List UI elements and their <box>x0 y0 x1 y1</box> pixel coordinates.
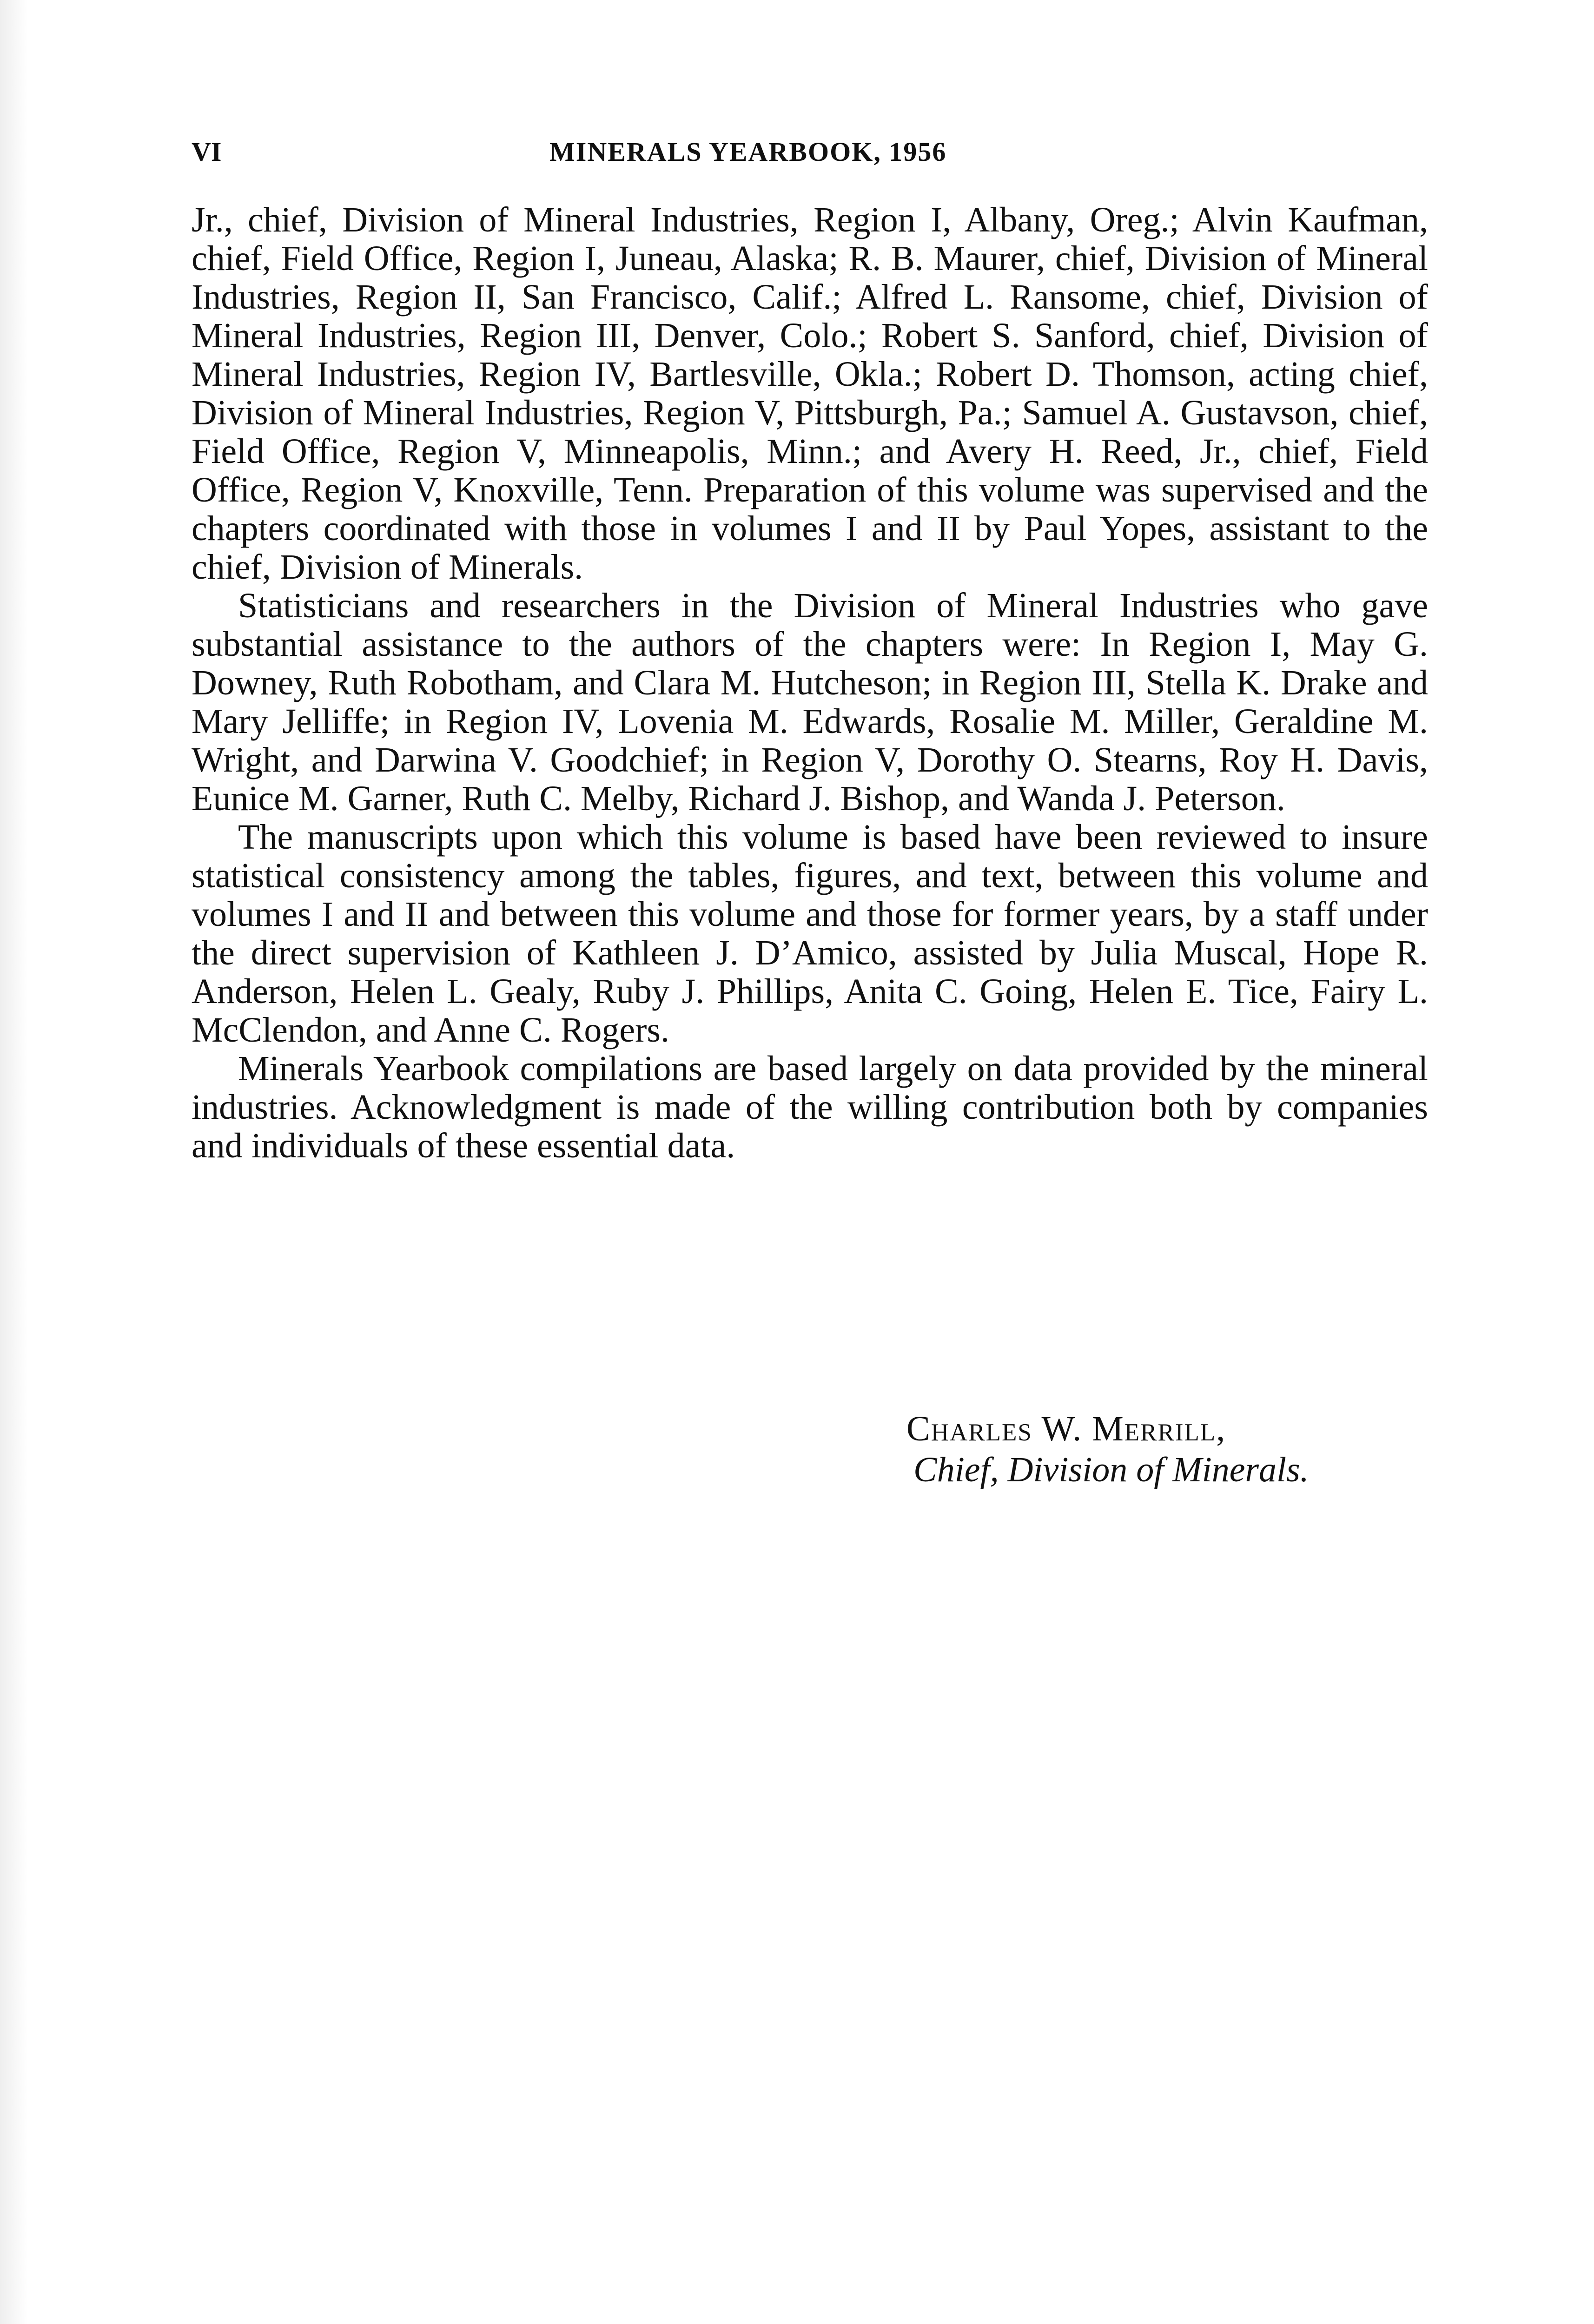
paragraph-continued-staff-list: Jr., chief, Division of Mineral Industries, Region I, Albany, Oreg.; Alvin Kaufman, chief, Field Office, Region I, Juneau, Alaska; R. B. Maurer, chief, Division of Mineral Industries, Region II, San Francisco, Calif.; Alfred L. Ransome, chief, Division of Mineral Industries, Region III, Denver, Colo.; Robert S. Sanford, chief, Division of Mineral Industries, Region IV, Bartlesville, Okla.; Robert D. Thomson, acting chief, Division of Mineral Industries, Region V, Pittsburgh, Pa.; Samuel A. Gustavson, chief, Field Office, Region V, Minneapolis, Minn.; and Avery H. Reed, Jr., chief, Field Office, Region V, Knoxville, Tenn. Preparation of this volume was supervised and the chapters coordinated with those in volumes I and II by Paul Yopes, assistant to the chief, Division of Minerals. <box>192 200 1428 587</box>
body-text <box>192 201 1428 1165</box>
signatory-name: Charles W. Merrill, <box>906 1409 1226 1448</box>
page-number: VI <box>192 137 222 167</box>
paragraph-acknowledgment: Minerals Yearbook compilations are based largely on data provided by the mineral industries. Acknowledgment is made of the willing contribution both by companies and individuals of these essential data. <box>192 1049 1428 1165</box>
running-head-title: MINERALS YEARBOOK, 1956 <box>549 137 947 167</box>
signatory-title: Chief, Division of Minerals. <box>913 1450 1309 1489</box>
scan-edge-shadow <box>0 0 28 2324</box>
paragraph-statisticians: Statisticians and researchers in the Division of Mineral Industries who gave substantial assistance to the authors of the chapters were: In Region I, May G. Downey, Ruth Robotham, and Clara M. Hutcheson; in Region III, Stella K. Drake and Mary Jelliffe; in Region IV, Lovenia M. Edwards, Rosalie M. Miller, Geraldine M. Wright, and Darwina V. Goodchief; in Region V, Dorothy O. Stearns, Roy H. Davis, Eunice M. Garner, Ruth C. Melby, Richard J. Bishop, and Wanda J. Peterson. <box>192 586 1428 818</box>
signature-block <box>906 1408 1418 1490</box>
paragraph-manuscript-review: The manuscripts upon which this volume is based have been reviewed to insure statistical consistency among the tables, figures, and text, between this volume and volumes I and II and between this volume and those for former years, by a staff under the direct supervision of Kathleen J. D’Amico, assisted by Julia Muscal, Hope R. Anderson, Helen L. Gealy, Ruby J. Phillips, Anita C. Going, Helen E. Tice, Fairy L. McClendon, and Anne C. Rogers. <box>192 818 1428 1050</box>
running-head <box>192 131 1428 173</box>
